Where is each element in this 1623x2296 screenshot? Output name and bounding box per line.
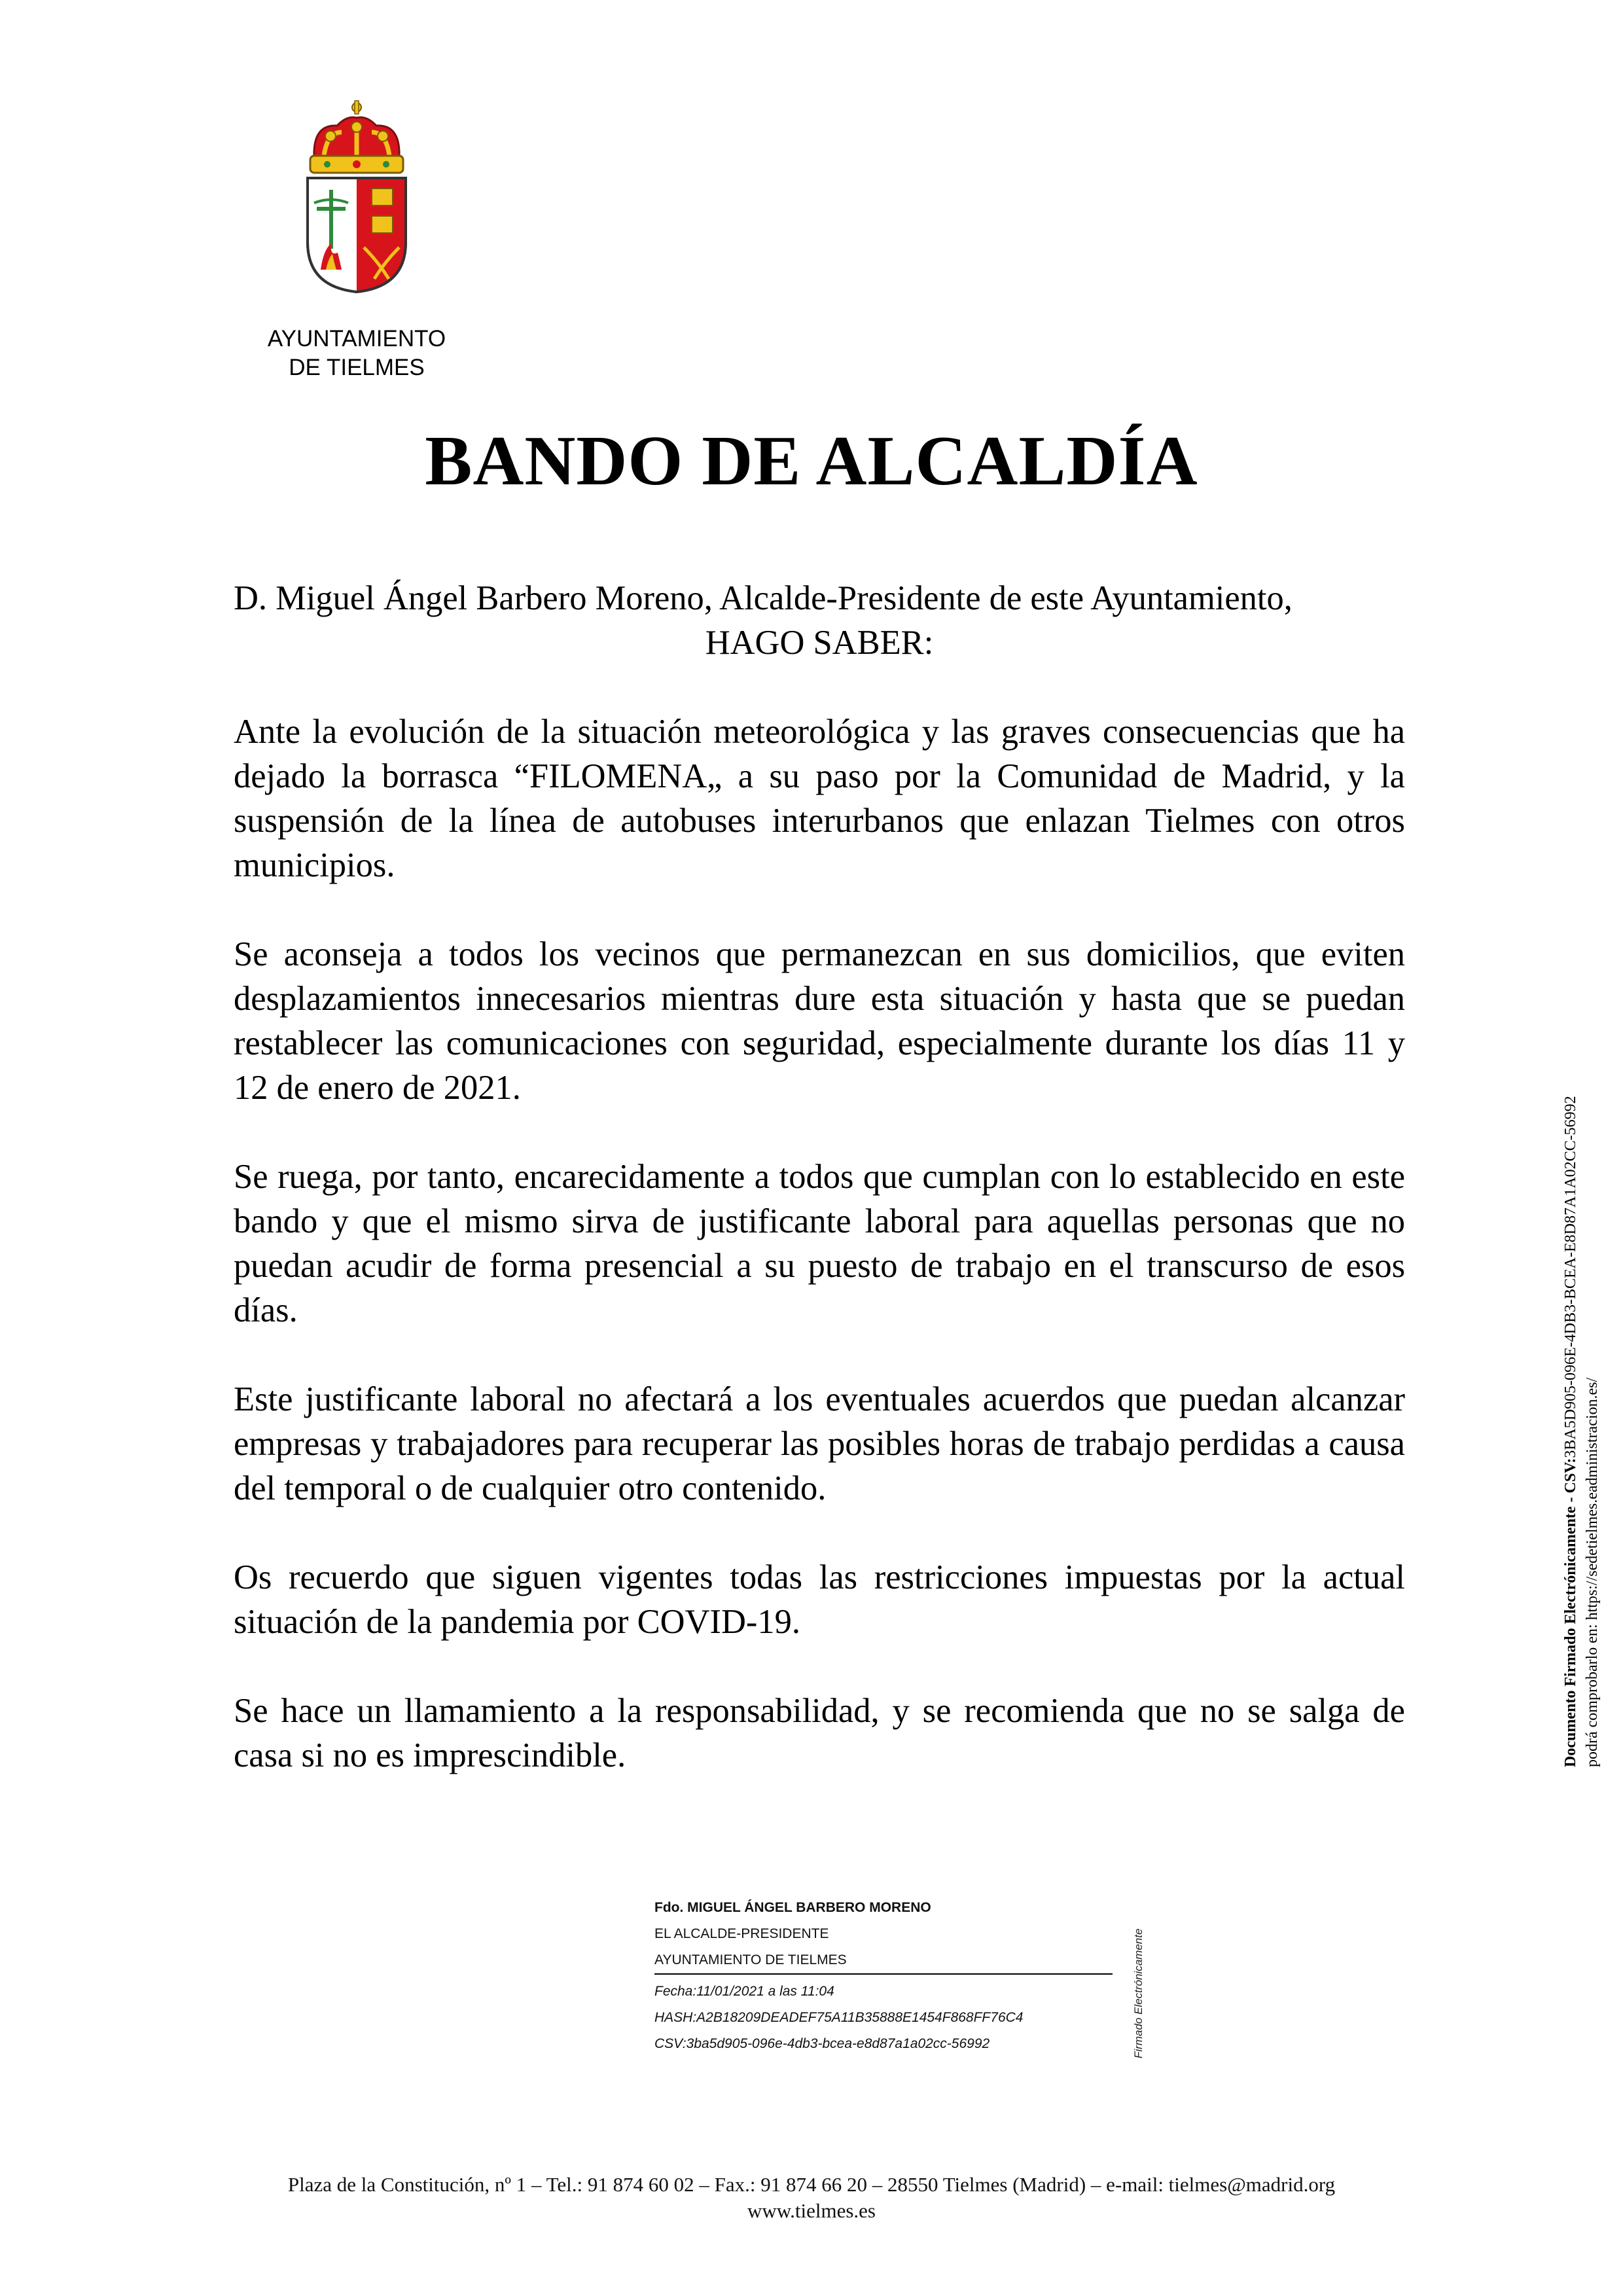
body-paragraph: Este justificante laboral no afectará a los eventuales acuerdos que puedan alcanzar empresas y trabajadores para recuperar las posibles horas de trabajo perdidas a causa del temporal o de cualquier otro contenido. bbox=[234, 1380, 1405, 1507]
signature-csv: CSV:3ba5d905-096e-4db3-bcea-e8d87a1a02cc-56992 bbox=[654, 2036, 990, 2051]
org-line-2: DE TIELMES bbox=[289, 355, 425, 380]
crown-icon bbox=[310, 101, 403, 173]
body-paragraph: Se aconseja a todos los vecinos que permanezcan en sus domicilios, que eviten desplazamientos innecesarios mientras dure esta situación y hasta que se puedan restablecer las comunicaciones con seguridad, especialmente durante los días 11 y 12 de enero de 2021. bbox=[234, 935, 1405, 1107]
greeting-heading: HAGO SABER: bbox=[705, 624, 934, 662]
footer-address: Plaza de la Constitución, nº 1 – Tel.: 91 874 60 02 – Fax.: 91 874 66 20 – 28550 Tielmes (Madrid) – e-mail: tielmes@madrid.org bbox=[287, 2173, 1336, 2196]
signature-block bbox=[654, 1895, 1113, 2057]
signer-role: EL ALCALDE-PRESIDENTE bbox=[654, 1926, 829, 1941]
signature-hash: HASH:A2B18209DEADEF75A11B35888E1454F868FF76C4 bbox=[654, 2010, 1024, 2025]
signature-date: Fecha:11/01/2021 a las 11:04 bbox=[654, 1984, 834, 1999]
signer-organization: AYUNTAMIENTO DE TIELMES bbox=[654, 1947, 1113, 1975]
stamp-line-1-bold: Documento Firmado Electrónicamente - CSV: bbox=[1562, 1458, 1579, 1767]
body-paragraph: Se ruega, por tanto, encarecidamente a todos que cumplan con lo establecido en este bando y que el mismo sirva de justificante laboral para aquellas personas que no puedan acudir de forma presencial a su puesto de trabajo en el transcurso de esos días. bbox=[234, 1158, 1405, 1329]
body-paragraph: Se hace un llamamiento a la responsabilidad, y se recomienda que no se salga de casa si no es imprescindible. bbox=[234, 1692, 1405, 1774]
document-title: BANDO DE ALCALDÍA bbox=[425, 422, 1198, 500]
shield-icon bbox=[308, 178, 406, 292]
body-paragraph: Os recuerdo que siguen vigentes todas las restricciones impuestas por la actual situación de la pandemia por COVID-19. bbox=[234, 1558, 1405, 1641]
document-body bbox=[234, 576, 1405, 1822]
stamp-line-1 bbox=[1560, 916, 1582, 1767]
page-footer bbox=[0, 2172, 1623, 2224]
stamp-line-2: podrá comprobarlo en: https://sedetielmes.eadministracion.es/ bbox=[1584, 1377, 1601, 1767]
electronic-signature-label: Firmado Electrónicamente bbox=[1132, 1928, 1145, 2058]
organization-name bbox=[229, 325, 484, 382]
org-line-1: AYUNTAMIENTO bbox=[267, 326, 446, 351]
intro-paragraph: D. Miguel Ángel Barbero Moreno, Alcalde-Presidente de este Ayuntamiento, bbox=[234, 579, 1293, 617]
side-verification-stamp bbox=[1560, 916, 1603, 1767]
coat-of-arms-logo bbox=[301, 98, 412, 295]
body-paragraph: Ante la evolución de la situación meteorológica y las graves consecuencias que ha dejado la borrasca “FILOMENA„ a su paso por la Comunidad de Madrid, y la suspensión de la línea de autobuses interurbanos que enlazan Tielmes con otros municipios. bbox=[234, 713, 1405, 884]
footer-website: www.tielmes.es bbox=[747, 2199, 876, 2222]
signer-name: Fdo. MIGUEL ÁNGEL BARBERO MORENO bbox=[654, 1900, 931, 1915]
stamp-line-1-code: 3BA5D905-096E-4DB3-BCEA-E8D87A1A02CC-56992 bbox=[1562, 1096, 1579, 1458]
